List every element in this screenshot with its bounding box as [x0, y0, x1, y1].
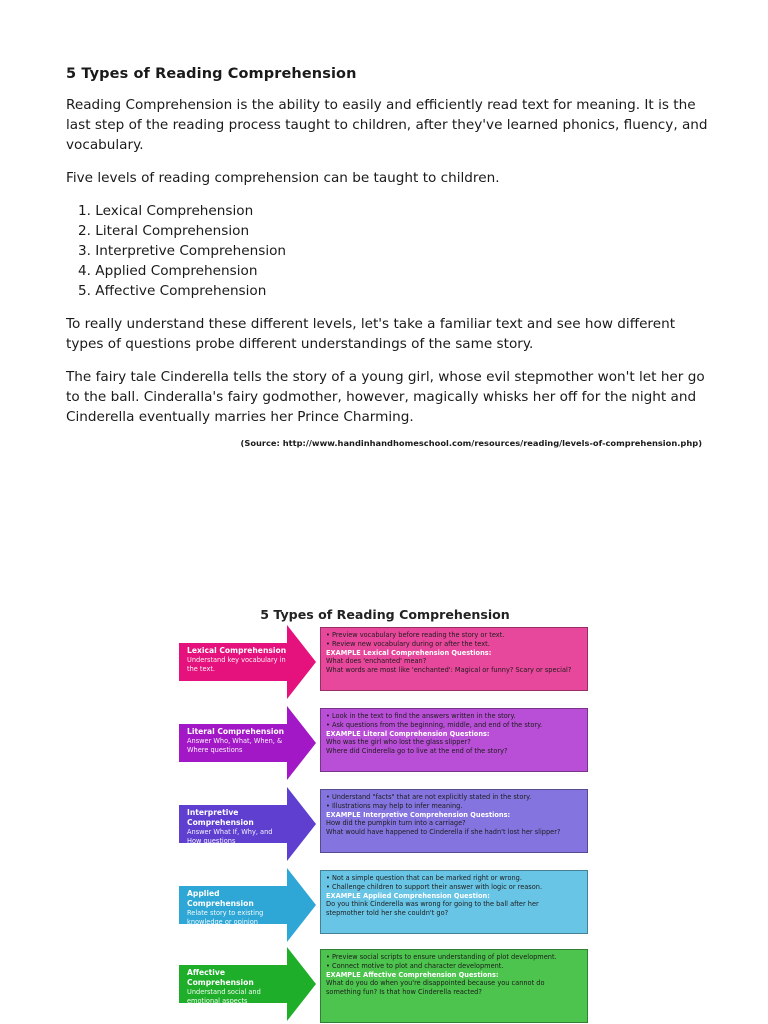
affective-row [176, 947, 594, 1021]
source-citation: (Source: http://www.handinhandhomeschool.com/resources/reading/levels-of-comprehension.php) [240, 438, 702, 448]
arrow-subtitle: Answer Who, What, When, & Where questions [187, 737, 283, 754]
question: What do you do when you're disappointed because you cannot do [326, 979, 545, 988]
list-item: 5. Affective Comprehension [78, 283, 267, 299]
question: stepmother told her she couldn't go? [326, 909, 449, 918]
applied-arrow [179, 868, 317, 942]
arrow-label [187, 808, 287, 846]
arrow-subtitle: Answer What If, Why, and How questions [187, 828, 273, 845]
question: Who was the girl who lost the glass slipper? [326, 738, 471, 747]
arrow-title: Literal Comprehension [187, 727, 285, 736]
affective-box [320, 949, 588, 1023]
document-body [66, 66, 716, 448]
infographic-title: 5 Types of Reading Comprehension [260, 607, 510, 622]
comprehension-infographic [176, 603, 594, 1024]
question: Where did Cinderella go to live at the end of the story? [326, 747, 508, 756]
interpretive-row [176, 787, 594, 861]
question: something fun? Is that how Cinderella reacted? [326, 988, 482, 997]
arrow-label [187, 727, 287, 755]
lexical-arrow [179, 625, 317, 699]
bullet: • Preview social scripts to ensure understanding of plot development. [326, 953, 557, 961]
list-item: 1. Lexical Comprehension [78, 203, 254, 219]
list-item: 4. Applied Comprehension [78, 263, 258, 279]
story-paragraph: The fairy tale Cinderella tells the story of a young girl, whose evil stepmother won't let her go to the ball. Cinderalla's fairy godmother, however, magically whisks her off for the night and Cinderella eventually marries her Prince Charming. [66, 369, 705, 425]
arrow-subtitle: Understand key vocabulary in the text. [187, 656, 286, 673]
arrow-title: Applied Comprehension [187, 889, 254, 908]
example-label: EXAMPLE Interpretive Comprehension Questions: [326, 810, 511, 819]
bullet: • Look in the text to find the answers written in the story. [326, 712, 516, 720]
question: What does 'enchanted' mean? [326, 657, 427, 666]
bullet: • Challenge children to support their answer with logic or reason. [326, 882, 543, 891]
literal-box [320, 708, 588, 772]
list-item: 3. Interpretive Comprehension [78, 243, 287, 259]
literal-arrow [179, 706, 317, 780]
lexical-box [320, 627, 588, 691]
applied-box [320, 870, 588, 934]
lexical-row [176, 625, 594, 699]
example-label: EXAMPLE Literal Comprehension Questions: [326, 729, 490, 738]
intro-paragraph: Reading Comprehension is the ability to easily and efficiently read text for meaning. It is the last step of the reading process taught to children, after they've learned phonics, fluency, and vocabulary. [66, 97, 708, 153]
list-item: 2. Literal Comprehension [78, 223, 250, 239]
interpretive-arrow [179, 787, 317, 861]
bullet: • Understand "facts" that are not explicitly stated in the story. [326, 793, 532, 801]
arrow-label [187, 968, 287, 1006]
example-label: EXAMPLE Applied Comprehension Question: [326, 891, 490, 900]
arrow-subtitle: Relate story to existing knowledge or opinion [187, 909, 264, 926]
question: What words are most like 'enchanted': Magical or funny? Scary or special? [326, 666, 572, 675]
arrow-label [187, 889, 287, 927]
question: What would have happened to Cinderella if she hadn't lost her slipper? [326, 828, 561, 837]
question: How did the pumpkin turn into a carriage? [326, 819, 466, 828]
arrow-title: Lexical Comprehension [187, 646, 287, 655]
document-title: 5 Types of Reading Comprehension [66, 66, 357, 82]
arrow-subtitle: Understand social and emotional aspects [187, 988, 261, 1005]
affective-arrow [179, 947, 317, 1021]
applied-row [176, 868, 594, 942]
bullet: • Review new vocabulary during or after the text. [326, 639, 490, 648]
literal-row [176, 706, 594, 780]
arrow-label [187, 646, 287, 674]
bullet: • Ask questions from the beginning, middle, and end of the story. [326, 720, 543, 729]
example-label: EXAMPLE Affective Comprehension Questions: [326, 970, 499, 979]
levels-intro-paragraph: Five levels of reading comprehension can be taught to children. [66, 170, 500, 186]
question: Do you think Cinderella was wrong for going to the ball after her [326, 900, 539, 909]
bullet: • Connect motive to plot and character development. [326, 961, 504, 970]
transition-paragraph: To really understand these different levels, let's take a familiar text and see how different types of questions probe different understandings of the same story. [66, 316, 676, 352]
levels-list [66, 201, 716, 301]
example-label: EXAMPLE Lexical Comprehension Questions: [326, 648, 492, 657]
bullet: • Not a simple question that can be marked right or wrong. [326, 874, 522, 882]
bullet: • Illustrations may help to infer meaning. [326, 801, 463, 810]
arrow-title: Affective Comprehension [187, 968, 254, 987]
interpretive-box [320, 789, 588, 853]
bullet: • Preview vocabulary before reading the story or text. [326, 631, 505, 639]
arrow-title: Interpretive Comprehension [187, 808, 254, 827]
